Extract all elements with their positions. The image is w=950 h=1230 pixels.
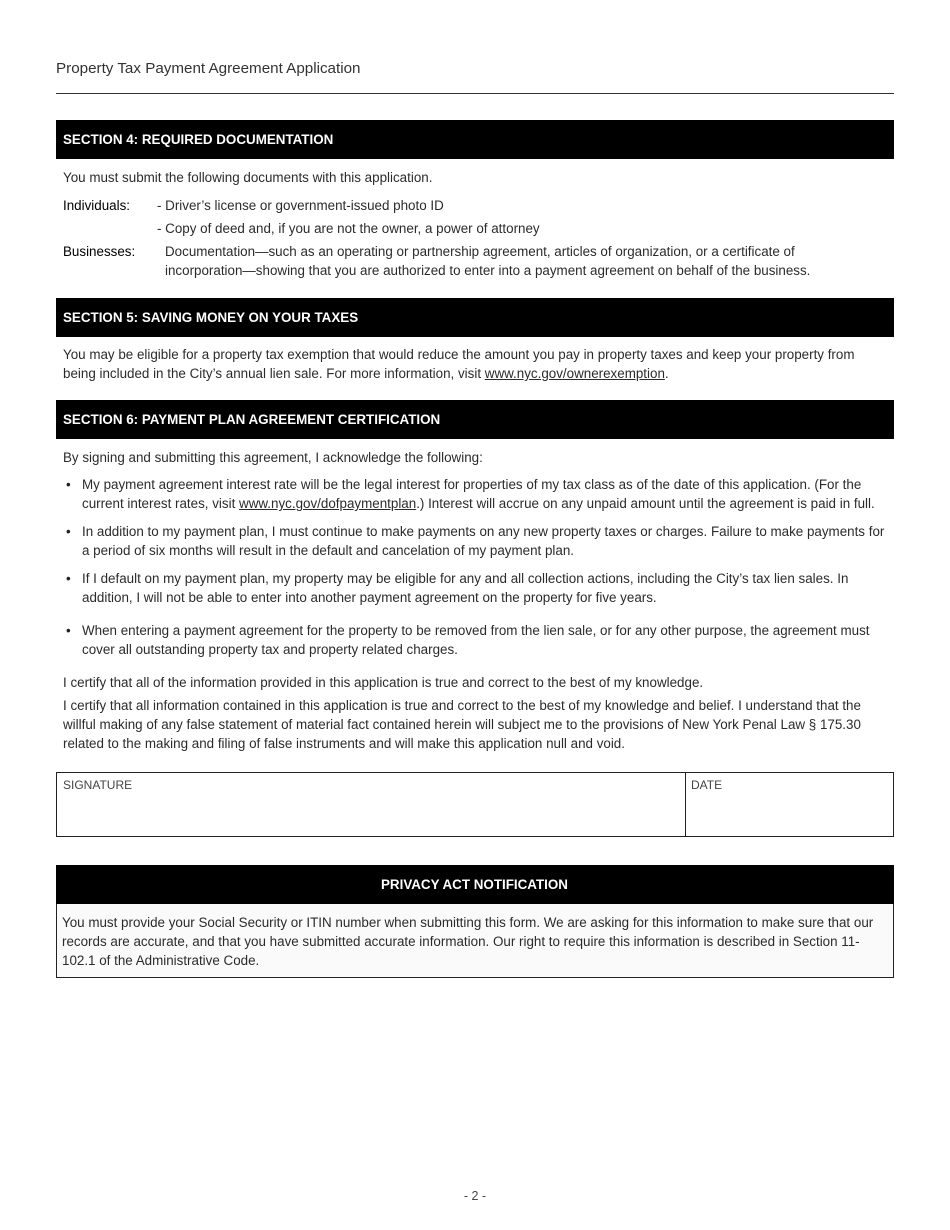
- section-6-intro: By signing and submitting this agreement, I acknowledge the following:: [63, 450, 483, 465]
- acknowledgement-list: [63, 621, 889, 659]
- section-5-text: [63, 345, 889, 383]
- businesses-line-2: incorporation—showing that you are authorized to enter into a payment agreement on behalf of the business.: [165, 263, 811, 278]
- acknowledgement-item: • In addition to my payment plan, I must continue to make payments on any new property taxes or charges. Failure to make payments for a period of six months will result in the default and cancelation of my payment plan.: [63, 522, 889, 560]
- signature-date-divider: [685, 773, 686, 836]
- privacy-notification-box: [56, 865, 894, 978]
- dofpaymentplan-link[interactable]: www.nyc.gov/dofpaymentplan: [239, 496, 417, 511]
- title-divider: [56, 93, 894, 94]
- ownerexemption-link[interactable]: www.nyc.gov/ownerexemption: [484, 366, 665, 381]
- acknowledgement-list: [63, 522, 889, 560]
- bullet-1-after: .) Interest will accrue on any unpaid amount until the agreement is paid in full.: [416, 496, 875, 511]
- acknowledgement-item: • If I default on my payment plan, my property may be eligible for any and all collection actions, including the City’s tax lien sales. In addition, I will not be able to enter into another payment agreement on the property for five years.: [63, 569, 889, 607]
- individuals-item-2: - Copy of deed and, if you are not the owner, a power of attorney: [157, 221, 540, 236]
- certification-statement-1: I certify that all of the information provided in this application is true and correct to the best of my knowledge.: [63, 675, 704, 690]
- acknowledgement-item: [63, 475, 889, 513]
- section-4-heading: SECTION 4: REQUIRED DOCUMENTATION: [56, 120, 894, 159]
- individuals-item-1: - Driver’s license or government-issued photo ID: [157, 198, 444, 213]
- acknowledgement-list: [63, 475, 889, 513]
- section-4-intro: You must submit the following documents with this application.: [63, 170, 433, 185]
- certification-statement-2: I certify that all information contained in this application is true and correct to the best of my knowledge and belief. I understand that the willful making of any false statement of material fact contained herein will subject me to the provisions of New York Penal Law § 175.30 related to the making and filing of false instruments and will make this application null and void.: [63, 698, 861, 751]
- individuals-label: Individuals:: [63, 198, 130, 213]
- bullet-1-before: My payment agreement interest rate will be the legal interest for properties of my tax class as of the date of this application. (For the current interest rates, visit: [82, 477, 862, 511]
- privacy-heading: PRIVACY ACT NOTIFICATION: [56, 865, 894, 904]
- document-title: Property Tax Payment Agreement Application: [56, 60, 361, 77]
- section-5-text-before: You may be eligible for a property tax exemption that would reduce the amount you pay in property taxes and keep your property from being included in the City’s annual lien sale. For more information, visit: [63, 347, 855, 381]
- privacy-text: You must provide your Social Security or ITIN number when submitting this form. We are asking for this information to make sure that our records are accurate, and that you have submitted accurate information. Our right to require this information is described in Section 11-102.1 of the Administrative Code.: [62, 915, 874, 968]
- date-field-label: DATE: [691, 778, 723, 792]
- section-5-text-after: .: [664, 366, 669, 381]
- section-6-heading: SECTION 6: PAYMENT PLAN AGREEMENT CERTIFICATION: [56, 400, 894, 439]
- signature-date-box: [56, 772, 894, 837]
- page-number: - 2 -: [463, 1189, 487, 1203]
- businesses-label: Businesses:: [63, 244, 136, 259]
- signature-field-label: SIGNATURE: [63, 778, 133, 792]
- acknowledgement-item: • When entering a payment agreement for the property to be removed from the lien sale, or for any other purpose, the agreement must cover all outstanding property tax and property related charges.: [63, 621, 889, 659]
- acknowledgement-list: [63, 569, 889, 607]
- businesses-line-1: Documentation—such as an operating or partnership agreement, articles of organization, or a certificate of: [165, 244, 795, 259]
- section-5-heading: SECTION 5: SAVING MONEY ON YOUR TAXES: [56, 298, 894, 337]
